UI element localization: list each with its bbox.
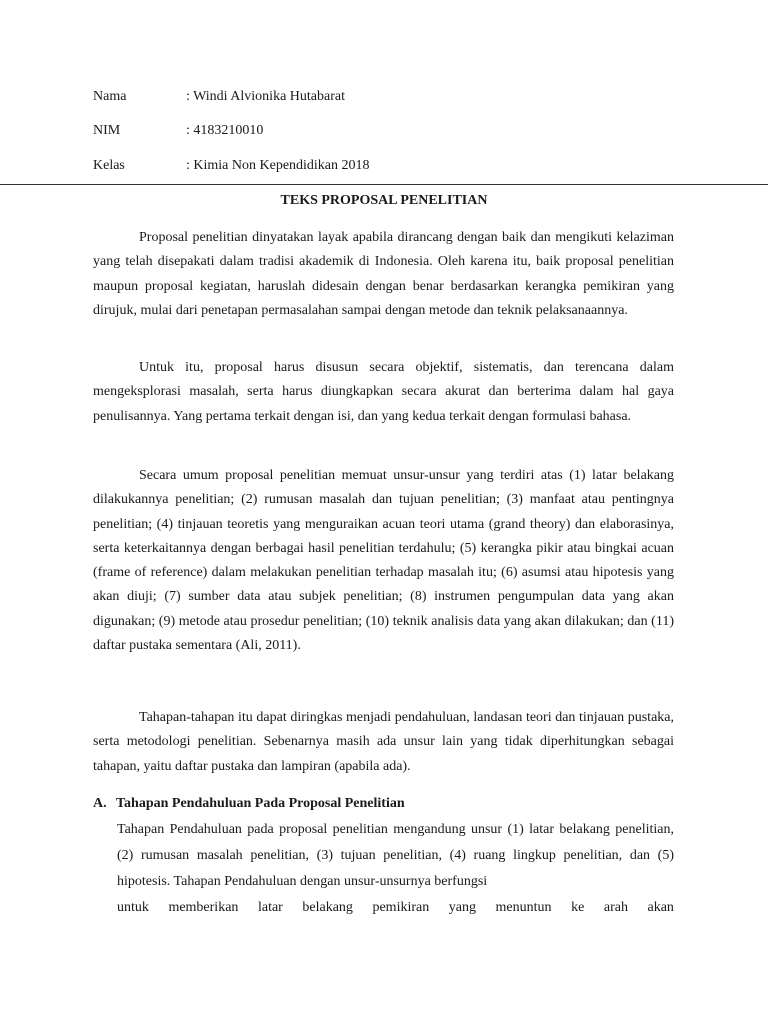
info-label-kelas: Kelas bbox=[93, 158, 125, 173]
section-body bbox=[117, 817, 674, 921]
last-line-word: pemikiran bbox=[372, 900, 430, 915]
last-line-word: akan bbox=[647, 900, 674, 915]
section-heading-text: Tahapan Pendahuluan Pada Proposal Penelitian bbox=[116, 796, 405, 811]
document-title: TEKS PROPOSAL PENELITIAN bbox=[280, 193, 488, 208]
last-line-word: memberikan bbox=[168, 900, 239, 915]
last-line-word: latar bbox=[257, 900, 283, 915]
last-line-word: ke bbox=[571, 900, 585, 915]
header-divider bbox=[0, 184, 768, 185]
info-row-nim bbox=[93, 121, 673, 141]
info-label-nama: Nama bbox=[93, 89, 127, 104]
info-value-nim: : 4183210010 bbox=[186, 123, 264, 138]
section-letter: A. bbox=[93, 796, 107, 811]
paragraph-2: Untuk itu, proposal harus disusun secara objektif, sistematis, dan terencana dalam mengeksplorasi masalah, serta harus diungkapkan secara akurat dan berterima dalam hal gaya penulisannya. Yang pertama terkait dengan isi, dan yang kedua terkait dengan formulasi bahasa. bbox=[93, 360, 674, 424]
section-body-text: Tahapan Pendahuluan pada proposal penelitian mengandung unsur (1) latar belakang penelitian, (2) rumusan masalah penelitian, (3) tujuan penelitian, (4) ruang lingkup penelitian, dan (5) hipotesis. Tahapan Pendahuluan dengan unsur-unsurnya berfungsi bbox=[117, 822, 674, 889]
section-heading bbox=[93, 795, 674, 813]
paragraph-3: Secara umum proposal penelitian memuat unsur-unsur yang terdiri atas (1) latar belakang dilakukannya penelitian; (2) rumusan masalah dan tujuan penelitian; (3) manfaat atau pentingnya penelitian; (4) tinjauan teoretis yang menguraikan acuan teori utama (grand theory) dan elaborasinya, serta keterkaitannya dengan berbagai hasil penelitian terdahulu; (5) kerangka pikir atau bingkai acuan (frame of reference) dalam melakukan penelitian terhadap masalah itu; (6) asumsi atau hipotesis yang akan diuji; (7) sumber data atau subjek penelitian; (8) instrumen pengumpulan data yang akan digunakan; (9) metode atau prosedur penelitian; (10) teknik analisis data yang akan dilakukan; dan (11) daftar pustaka sementara (Ali, 2011). bbox=[93, 468, 674, 654]
last-line-word: menuntun bbox=[495, 900, 552, 915]
last-line-word: yang bbox=[448, 900, 476, 915]
info-value-kelas: : Kimia Non Kependidikan 2018 bbox=[186, 158, 370, 173]
info-value-nama: : Windi Alvionika Hutabarat bbox=[186, 89, 345, 104]
info-label-nim: NIM bbox=[93, 123, 121, 138]
last-line-word: belakang bbox=[302, 900, 353, 915]
last-line-word: arah bbox=[603, 900, 628, 915]
last-line-word: untuk bbox=[117, 900, 149, 915]
paragraph-1: Proposal penelitian dinyatakan layak apabila dirancang dengan baik dan mengikuti kelaziman yang telah disepakati dalam tradisi akademik di Indonesia. Oleh karena itu, baik proposal penelitian maupun proposal kegiatan, haruslah didesain dengan benar berdasarkan kerangka pemikiran yang dirujuk, mulai dari penetapan permasalahan sampai dengan metode dan teknik pelaksanaannya. bbox=[93, 230, 674, 318]
section-body-last-line bbox=[117, 895, 674, 921]
info-row-nama bbox=[93, 87, 673, 107]
info-row-kelas bbox=[93, 156, 673, 176]
paragraph-4: Tahapan-tahapan itu dapat diringkas menjadi pendahuluan, landasan teori dan tinjauan pustaka, serta metodologi penelitian. Sebenarnya masih ada unsur lain yang tidak diperhitungkan sebagai tahapan, yaitu daftar pustaka dan lampiran (apabila ada). bbox=[93, 710, 674, 774]
